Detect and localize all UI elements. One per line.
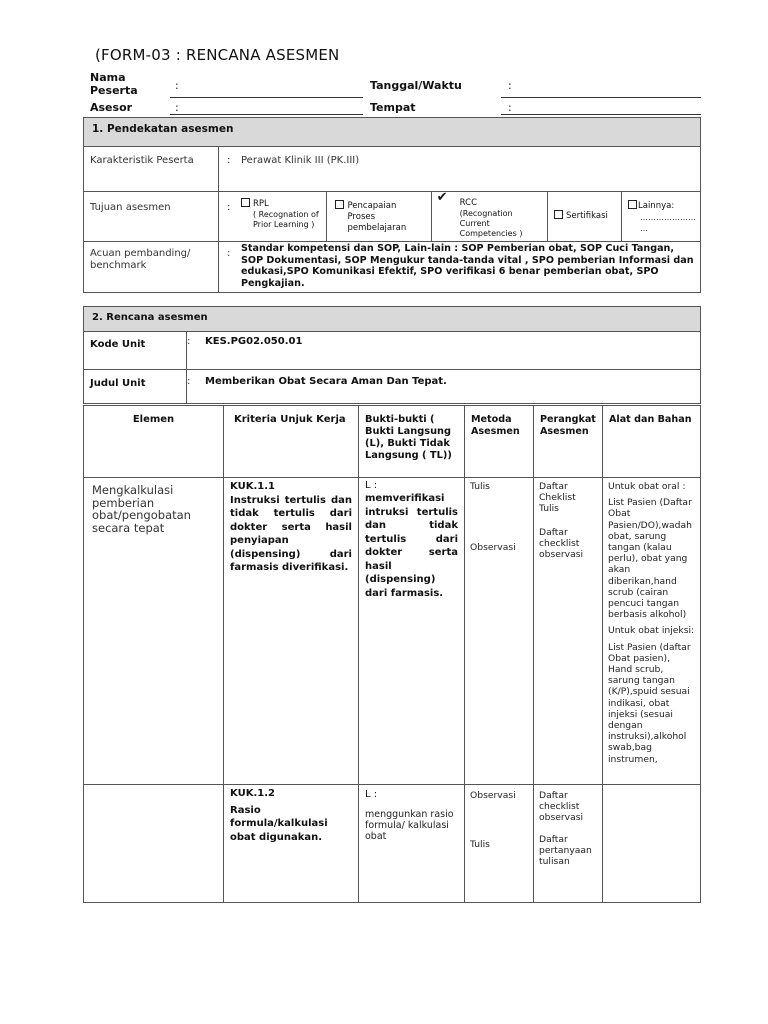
- option-pencapaian[interactable]: Pencapaian Proses pembelajaran: [327, 192, 431, 241]
- option-sertifikasi[interactable]: Sertifikasi: [547, 192, 621, 241]
- alat-injeksi-heading: Untuk obat injeksi:: [608, 625, 695, 637]
- lainnya-checkbox[interactable]: [628, 200, 637, 209]
- tanggal-colon: :: [508, 79, 512, 92]
- alat-oral-heading: Untuk obat oral :: [608, 481, 686, 492]
- alat-empty: [603, 785, 701, 903]
- alat-oral-list: List Pasien (Daftar Obat Pasien/DO),wadah obat, sarung tangan (kalau perlu), obat yang akan diberikan,hand scrub (cairan pencuci tangan berbasis alkohol): [608, 497, 692, 621]
- bukti-text: menggunkan rasio formula/ kalkulasi obat: [365, 809, 454, 843]
- nama-peserta-field[interactable]: [170, 97, 363, 98]
- perangkat-2: Daftar pertanyaan tulisan: [539, 833, 592, 868]
- rencana-asesmen-table: [83, 306, 701, 404]
- col-alat-header: Alat dan Bahan: [603, 406, 701, 478]
- rcc-label: RCC: [459, 198, 478, 208]
- asesor-colon: :: [175, 101, 179, 114]
- form-title: (FORM-03 : RENCANA ASESMEN: [95, 46, 340, 64]
- judul-colon: :: [187, 370, 198, 404]
- col-perangkat-header: Perangkat Asesmen: [534, 406, 603, 478]
- bukti-text: memverifikasi intruksi tertulis dan tidak tertulis dari dokter serta hasil (dispensing) dari farmasis.: [365, 493, 458, 599]
- option-rpl[interactable]: RPL ( Recognation of Prior Learning ): [235, 192, 327, 241]
- judul-unit-value: Memberikan Obat Secara Aman Dan Tepat.: [197, 370, 701, 404]
- elemen-text: Mengkalkulasi pemberian obat/pengobatan secara tepat: [92, 483, 191, 535]
- col-kuk-header: Kriteria Unjuk Kerja: [224, 406, 359, 478]
- kode-colon: :: [187, 332, 198, 370]
- section1-title: 1. Pendekatan asesmen: [84, 118, 701, 147]
- rpl-sub: ( Recognation of Prior Learning ): [253, 210, 319, 229]
- pendekatan-asesmen-table: [83, 117, 701, 293]
- tanggal-waktu-label: Tanggal/Waktu: [370, 79, 462, 92]
- tujuan-label: Tujuan asesmen: [84, 192, 219, 242]
- col-metoda-header: Metoda Asesmen: [465, 406, 534, 478]
- perangkat-1: Daftar Cheklist Tulis: [539, 481, 576, 515]
- kuk-code: KUK.1.1: [230, 481, 275, 492]
- kode-unit-label: Kode Unit: [84, 332, 187, 370]
- acuan-colon: :: [219, 242, 236, 293]
- kuk-text: Instruksi tertulis dan tidak tertulis dari dokter serta hasil penyiapan (dispensing) dari farmasis diverifikasi.: [230, 494, 352, 573]
- alat-injeksi-list: List Pasien (daftar Obat pasien), Hand scrub, sarung tangan (K/P),spuid sesuai indikasi, obat injeksi (sesuai dengan instruksi),alkohol swab,bag instrumen,: [608, 641, 691, 765]
- karakteristik-label: Karakteristik Peserta: [84, 147, 219, 192]
- tujuan-options: [235, 192, 701, 242]
- rcc-sub: (Recognation Current Competencies ): [459, 209, 523, 238]
- elemen-empty: [84, 785, 224, 903]
- kode-unit-value: KES.PG02.050.01: [197, 332, 701, 370]
- option-lainnya[interactable]: Lainnya: ………………… …: [622, 192, 701, 241]
- nama-colon: :: [175, 79, 179, 92]
- tempat-label: Tempat: [370, 101, 416, 114]
- karakteristik-value: Perawat Klinik III (PK.III): [235, 147, 701, 192]
- col-elemen-header: Elemen: [84, 406, 224, 478]
- col-bukti-header: Bukti-bukti ( Bukti Langsung (L), Bukti Tidak Langsung ( TL)): [359, 406, 465, 478]
- bukti-prefix: L :: [365, 789, 378, 800]
- metoda-1: Observasi: [470, 790, 516, 801]
- karakteristik-colon: :: [219, 147, 236, 192]
- asesor-label: Asesor: [90, 101, 133, 114]
- pencapaian-sub: Proses pembelajaran: [347, 212, 407, 233]
- table-row: [84, 478, 701, 785]
- lainnya-sub: ………………… …: [640, 213, 696, 233]
- section2-title: 2. Rencana asesmen: [84, 307, 701, 332]
- sertifikasi-checkbox[interactable]: [554, 210, 563, 219]
- pencapaian-checkbox[interactable]: [335, 200, 344, 209]
- acuan-value: Standar kompetensi dan SOP, Lain-lain : SOP Pemberian obat, SOP Cuci Tangan, SOP Dokumentasi, SOP Mengukur tanda-tanda vital , SPO pemberian Informasi dan edukasi,SPO Komunikasi Efektif, SPO verifikasi 6 benar pemberian obat, SPO Pengkajian.: [235, 242, 701, 293]
- rpl-checkbox[interactable]: [241, 198, 250, 207]
- assessment-table: [83, 405, 701, 903]
- table-row: [84, 785, 701, 903]
- metoda-1: Tulis: [470, 481, 490, 492]
- acuan-label: Acuan pembanding/ benchmark: [84, 242, 219, 293]
- tempat-colon: :: [508, 101, 512, 114]
- kuk-code: KUK.1.2: [230, 788, 275, 799]
- bukti-prefix: L :: [365, 480, 378, 491]
- tanggal-waktu-field[interactable]: [501, 97, 701, 98]
- judul-unit-label: Judul Unit: [84, 370, 187, 404]
- tempat-field[interactable]: [501, 114, 701, 115]
- kuk-text: Rasio formula/kalkulasi obat digunakan.: [230, 804, 328, 843]
- nama-peserta-label: Nama Peserta: [90, 71, 138, 97]
- check-icon: ✔: [436, 190, 448, 205]
- asesor-field[interactable]: [170, 114, 363, 115]
- metoda-2: Observasi: [470, 542, 516, 554]
- option-rcc[interactable]: [431, 192, 547, 241]
- perangkat-1: Daftar checklist observasi: [539, 790, 584, 824]
- tujuan-colon: :: [219, 192, 236, 242]
- perangkat-2: Daftar checklist observasi: [539, 526, 584, 561]
- metoda-2: Tulis: [470, 839, 490, 851]
